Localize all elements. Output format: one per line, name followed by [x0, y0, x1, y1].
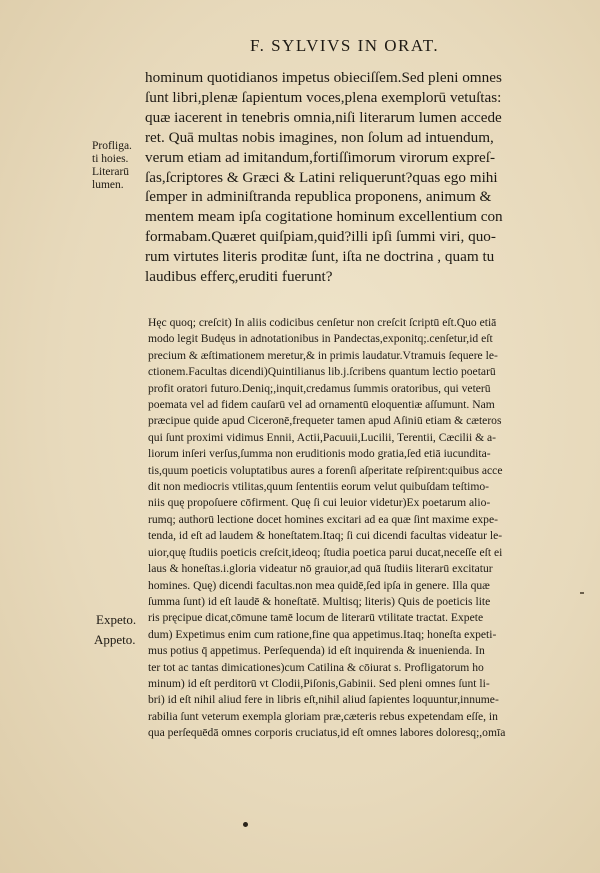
main-line: rum virtutes literis proditæ ſunt, iſta ne doctrina , quam tu [145, 248, 495, 266]
main-text-block [145, 68, 575, 287]
margin-note-profligati [92, 140, 132, 192]
commentary-line: ſumma ſunt) id eſt laudē & honeſtatē. Multisq; literis) Quis de poeticis lite [148, 594, 491, 608]
commentary-line: laus & honeſtas.i.gloria videatur nō grauior,ad quā ſtudiis literarū excitatur [148, 562, 493, 576]
commentary-line: niis quę propoſuere cōfirment. Quę ſi cui leuior videtur)Ex poetarum alio- [148, 496, 491, 510]
main-line: laudibus efferς,eruditi fuerunt? [145, 268, 333, 286]
commentary-line: rumq; authorū lectione docet homines excitari ad ea quæ ſint maxime expe- [148, 512, 498, 526]
commentary-line: minum) id eſt perditorū vt Clodii,Piſonis,Gabinii. Sed pleni omnes ſunt li- [148, 676, 490, 690]
commentary-line: rabilia ſunt veterum exempla gloriam præ,cæteris rebus expetendam eſſe, in [148, 709, 498, 723]
commentary-line: dum) Expetimus enim cum ratione,fine qua appetimus.Itaq; honeſta expeti- [148, 627, 497, 641]
main-line: verum etiam ad imitandum,fortiſſimorum virorum expreſ- [145, 148, 496, 166]
commentary-line: tenda, id eſt ad laudem & honeſtatem.Itaq; ſi cui dicendi facultas videatur le- [148, 529, 503, 543]
commentary-line: tis,quum poeticis voluptatibus aures a forenſi aſperitate reſpirent:quibus acce [148, 463, 503, 477]
commentary-line: liorum inſeri verſus,ſumma non eruditionis modo gratia,ſed etiā iucundita- [148, 447, 491, 461]
margin-note-line: Literarū [92, 166, 130, 178]
commentary-line: qui ſunt proximi vidimus Ennii, Actii,Pacuuii,Lucilii, Terentii, Cæcilii & a- [148, 430, 497, 444]
commentary-line: qua perſequēdā omnes corporis cruciatus,id eſt omnes labores doloresq;,omīa [148, 726, 506, 740]
commentary-line: bri) id eſt nihil aliud fere in libris eſt,nihil aliud ſapientes loquuntur,innume- [148, 693, 499, 707]
commentary-block [148, 315, 576, 742]
main-line: formabam.Quæret quiſpiam,quid?illi ipſi ſummi viri, quo- [145, 228, 496, 246]
commentary-line: mus potius q̄ appetimus. Perſequenda) id eſt inquirenda & inuenienda. In [148, 644, 485, 658]
main-line: ret. Quā multas nobis imagines, non ſolum ad intuendum, [145, 128, 494, 146]
margin-tick-mark [580, 592, 584, 594]
main-line: quæ iacerent in tenebris omnia,niſi literarum lumen accede [145, 108, 502, 126]
commentary-line: precium & æſtimationem meretur,& in primis laudatur.Vtramuis ſequere le- [148, 348, 498, 362]
margin-note-line: Profliga. [92, 140, 132, 152]
margin-note-expeto: Expeto. [96, 612, 137, 627]
margin-note-line: lumen. [92, 179, 124, 191]
margin-note-appeto: Appeto. [94, 632, 136, 647]
main-line: ſemper in adminiſtranda republica proponens, animum & [145, 188, 492, 206]
main-line: ſunt libri,plenæ ſapientum voces,plena exemplorū vetuſtas: [145, 88, 502, 106]
commentary-line: ris pręcipue dicat,cōmune tamē locum de literarū vtilitate tractat. Expete [148, 611, 484, 625]
commentary-line: ter tot ac tantas dimicationes)cum Catilina & cōiurat s. Profligatorum ho [148, 660, 484, 674]
main-line: hominum quotidianos impetus obieciſſem.Sed pleni omnes [145, 69, 502, 86]
main-line: ſas,ſcriptores & Græci & Latini reliquerunt?quas ego mihi [145, 168, 498, 186]
commentary-line: poemata vel ad fidem cauſarū vel ad ornamentū eloquentiæ aſſumunt. Nam [148, 398, 495, 412]
margin-note-line: ti hoies. [92, 153, 129, 165]
running-head: F. SYLVIVS IN ORAT. [250, 36, 440, 55]
commentary-line: præcipue quide apud Ciceronē,frequeter tamen apud Aſiniū etiam & cæteros [148, 414, 502, 428]
commentary-line: dit non mediocris vtilitas,quum ſententiis eorum velut quibuſdam teſtimo- [148, 480, 490, 494]
commentary-line: profit oratori futuro.Deniq;,inquit,credamus ſummis oratoribus, qui veterū [148, 381, 491, 395]
commentary-line: homines. Quę) dicendi facultas.non mea quidē,ſed ipſa in genere. Illa quæ [148, 578, 490, 592]
main-line: mentem meam ipſa cogitatione hominum excellentium con [145, 208, 503, 226]
commentary-line: modo legit Budęus in adnotationibus in Pandectas,exponitq;.cenſetur,id eſt [148, 332, 493, 346]
commentary-line: Hęc quoq; creſcit) In aliis codicibus cenſetur non creſcit ſcriptū eſt.Quo etiā [148, 316, 497, 329]
page-dot-mark [243, 822, 248, 827]
commentary-line: ctionem.Facultas dicendi)Quintilianus lib.j.ſcribens quantum lectio poetarū [148, 365, 496, 379]
commentary-line: uior,quę ſtudiis poeticis creſcit,ideoq; ſtudia poetica parui ducat,neceſſe eſt ei [148, 545, 503, 559]
